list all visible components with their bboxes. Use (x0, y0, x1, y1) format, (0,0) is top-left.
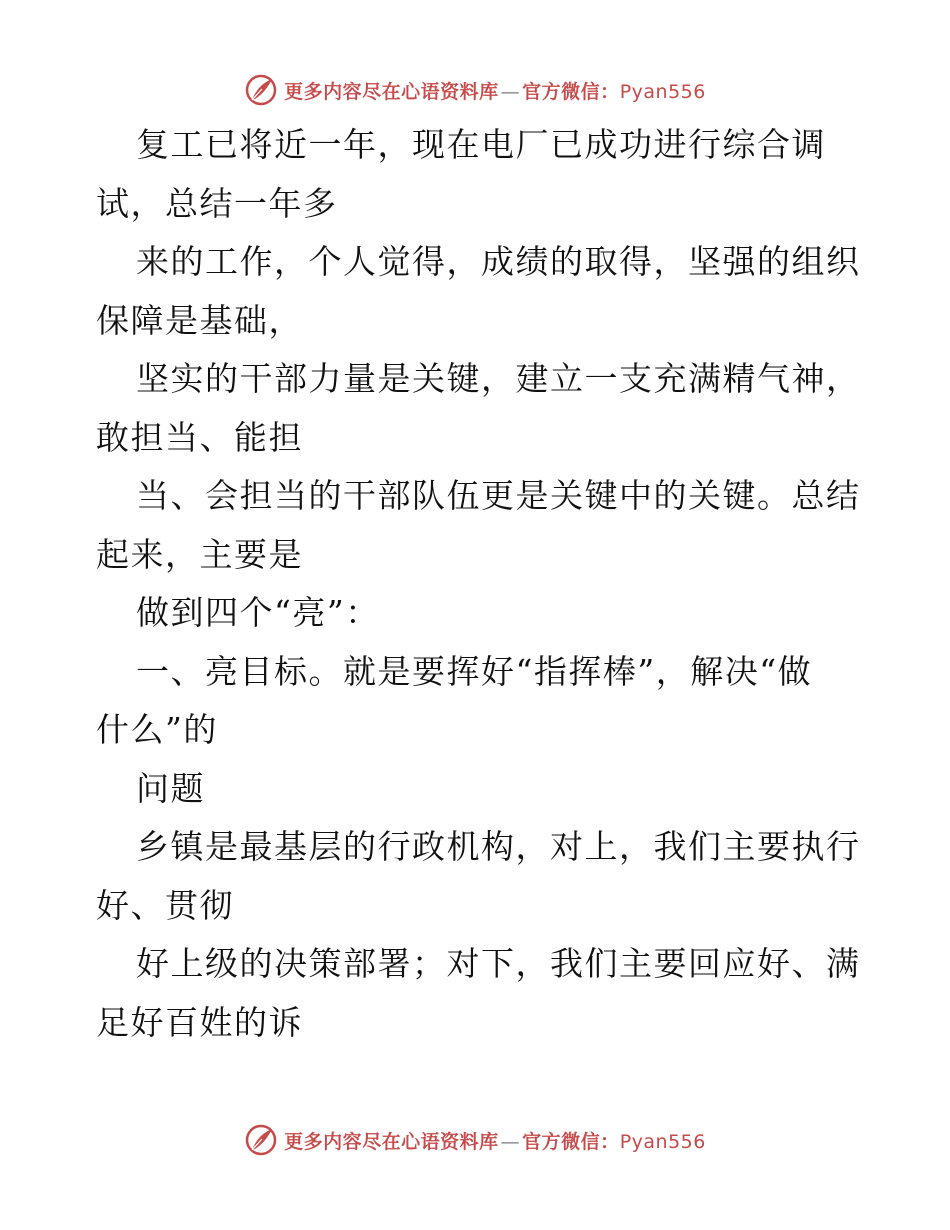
body-line: 好上级的决策部署；对下，我们主要回应好、满 (136, 944, 861, 983)
watermark-separator: — (500, 1130, 521, 1153)
watermark-text (284, 77, 706, 104)
watermark-brand: 更多内容尽在心语资料库 (284, 80, 499, 103)
watermark-separator: — (500, 80, 521, 103)
body-line: 坚实的干部力量是关键，建立一支充满精气神， (136, 359, 861, 398)
body-line: 当、会担当的干部队伍更是关键中的关键。总结 (136, 476, 861, 515)
watermark-text (284, 1127, 706, 1154)
document-body (96, 116, 861, 1052)
body-line: 起来，主要是 (96, 534, 303, 574)
body-line: 复工已将近一年，现在电厂已成功进行综合调 (136, 125, 826, 164)
watermark-wechat-id: Pyan556 (619, 80, 706, 103)
body-line: 乡镇是最基层的行政机构，对上，我们主要执行 (136, 827, 861, 866)
watermark-wechat-id: Pyan556 (619, 1130, 706, 1153)
body-line: 一、亮目标。就是要挥好“指挥棒”，解决“做 (136, 651, 813, 691)
footer-watermark (0, 1120, 950, 1160)
header-watermark (0, 70, 950, 110)
body-line: 问题 (136, 768, 205, 808)
feather-pen-logo-icon (244, 73, 278, 107)
body-line: 试，总结一年多 (96, 183, 338, 223)
body-line: 来的工作，个人觉得，成绩的取得，坚强的组织 (136, 242, 861, 281)
feather-pen-logo-icon (244, 1123, 278, 1157)
watermark-wechat-label: 官方微信： (522, 80, 620, 103)
watermark-wechat-label: 官方微信： (522, 1130, 620, 1153)
body-line: 敢担当、能担 (96, 417, 303, 457)
body-line: 足好百姓的诉 (96, 1002, 303, 1042)
body-line: 做到四个“亮”： (136, 593, 380, 632)
body-line: 好、贯彻 (96, 885, 234, 925)
watermark-brand: 更多内容尽在心语资料库 (284, 1130, 499, 1153)
body-line: 保障是基础， (96, 300, 303, 340)
body-line: 什么”的 (96, 710, 218, 749)
